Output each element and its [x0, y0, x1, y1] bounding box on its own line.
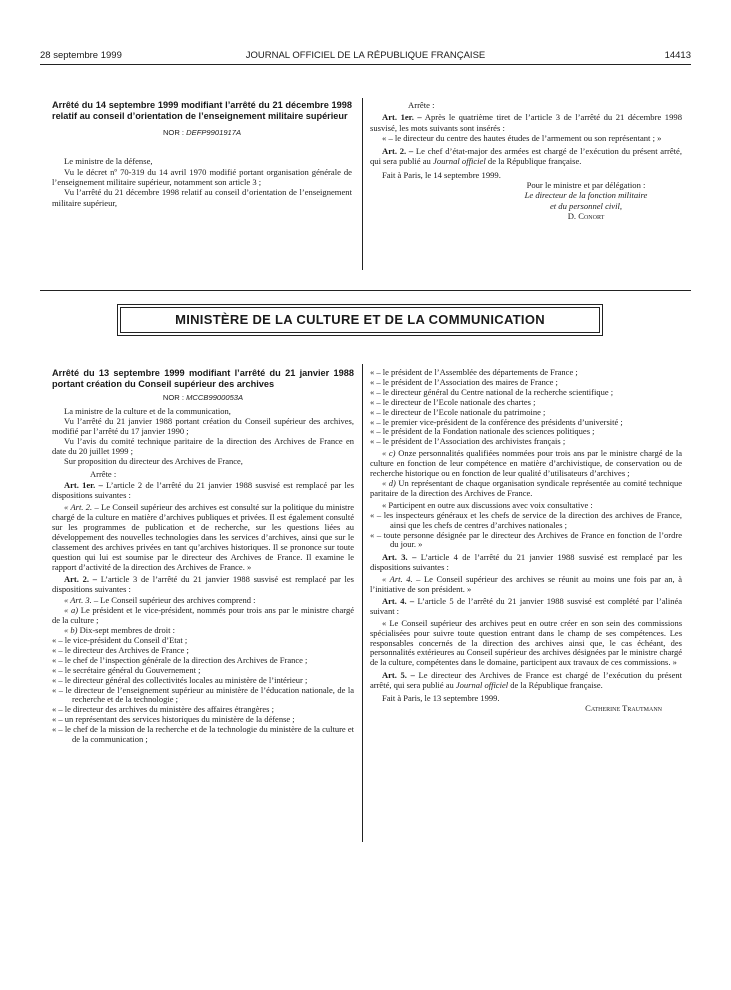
decree2-item-c-text: Onze personnalités qualifiées nommées pour trois ans par le ministre chargé de la culture en fonction de leur compétence en matière d’archivistique, de conservation ou de recherche historique ou en fonction de leur qualité d’utilisateurs d’archives ; — [370, 448, 683, 479]
decree2-item-a-label: « a) — [64, 605, 79, 616]
member-item: « – le directeur de l’Ecole nationale des chartes ; — [370, 396, 536, 407]
decree2-item-b-text: Dix-sept membres de droit : — [79, 625, 175, 636]
decree1-left-column — [52, 100, 352, 208]
consultative-list — [370, 511, 682, 551]
member-item: « – un représentant des services historiques du ministère de la défense ; — [52, 714, 295, 725]
decree2-art5-text-a: Le directeur des Archives de France est chargé de l’exécution du présent arrêté, qui sera publié au — [370, 670, 682, 691]
decree2-proposal: Sur proposition du directeur des Archives de France, — [64, 455, 243, 466]
decree2-item-d-text: Un représentant de chaque organisation syndicale représentée au comité technique paritaire de la direction des Archives de France. — [370, 477, 682, 498]
decree2-art2-label: Art. 2. – — [64, 573, 97, 584]
decree2-article-5 — [370, 671, 682, 691]
column-divider-bottom — [362, 364, 363, 842]
decree2-article-4 — [370, 597, 682, 617]
decree1-art2-text-a: Le chef d’état-major des armées est chargé de l’exécution du présent arrêté, qui sera publié au — [370, 146, 682, 167]
decree1-fait: Fait à Paris, le 14 septembre 1999. — [382, 169, 501, 180]
ministry-heading: MINISTÈRE DE LA CULTURE ET DE LA COMMUNICATION — [120, 307, 600, 333]
decree2-art3-quote-label: « Art. 3. – — [64, 595, 99, 606]
decree1-nor-code: DEFP9901917A — [186, 128, 242, 138]
decree2-fait: Fait à Paris, le 13 septembre 1999. — [382, 693, 500, 704]
member-item: « – le directeur des Archives de France ; — [52, 644, 189, 655]
member-item: « – le président de l’Association des maires de France ; — [370, 376, 558, 387]
decree2-minister: La ministre de la culture et de la communication, — [64, 406, 231, 417]
decree2-participent: « Participent en outre aux discussions avec voix consultative : — [382, 499, 593, 510]
member-item: « – le directeur des archives du ministère des affaires étrangères ; — [52, 704, 274, 715]
decree1-article-2 — [370, 146, 682, 167]
member-item: « – le secrétaire général du Gouvernement ; — [52, 664, 201, 675]
decree2-item-c — [370, 449, 682, 479]
decree2-art4-quote-text: Le Conseil supérieur des archives se réunit au moins une fois par an, à l’initiative de son président. » — [370, 574, 682, 595]
decree2-article-1 — [52, 481, 354, 501]
column-divider-top — [362, 98, 363, 270]
decree2-right-column — [370, 368, 682, 714]
member-item: « – le premier vice-président de la conférence des présidents d’université ; — [370, 416, 623, 427]
decree2-item-a-text: Le président et le vice-président, nommés pour trois ans par le ministre chargé de la culture ; — [52, 605, 355, 626]
decree1-article-1 — [370, 112, 682, 133]
decree2-art5-journal: Journal officiel — [455, 680, 509, 691]
member-item: « – le directeur général du Centre national de la recherche scientifique ; — [370, 386, 614, 397]
decree2-art3-quote-text: Le Conseil supérieur des archives comprend : — [100, 595, 256, 606]
member-item: « – le président de l’Assemblée des départements de France ; — [370, 367, 578, 377]
section-separator — [40, 290, 691, 291]
decree1-nor — [52, 128, 352, 138]
decree1-arrete: Arrête : — [408, 100, 435, 110]
decree2-art4-quote-label: « Art. 4. – — [382, 574, 421, 585]
decree2-nor — [52, 393, 354, 403]
decree1-minister: Le ministre de la défense, — [64, 156, 153, 167]
decree2-nor-label: NOR : — [162, 393, 184, 403]
decree1-art2-journal: Journal officiel — [433, 156, 486, 167]
member-item: « – le chef de l’inspection générale de la direction des Archives de France ; — [52, 654, 308, 665]
decree1-signature-line-1: Pour le ministre et par délégation : — [526, 180, 646, 191]
member-item: « – le vice-président du Conseil d’Etat ; — [52, 635, 188, 646]
decree1-art1-quote: « – le directeur du centre des hautes études de l’armement ou son représentant ; » — [382, 132, 662, 143]
member-item: « – le directeur de l’enseignement supérieur au ministère de l’éducation nationale, de la recherche et de la technologie ; — [52, 684, 354, 705]
decree1-art1-text: Après le quatrième tiret de l’article 3 de l’arrêté du 21 décembre 1998 susvisé, les mots suivants sont insérés : — [370, 112, 682, 133]
decree2-item-c-label: « c) — [382, 448, 396, 459]
consultative-member-item: « – toute personne désignée par le directeur des Archives de France en fonction de l’ordre du jour. » — [370, 529, 682, 550]
decree1-art2-text-b: de la République française. — [487, 156, 582, 167]
members-list-left — [52, 636, 354, 745]
decree2-art3-label: Art. 3. – — [382, 552, 417, 563]
decree1-right-column — [370, 100, 682, 221]
member-item: « – le chef de la mission de la recherche et de la technologie du ministère de la culture et de la communication ; — [52, 724, 354, 745]
member-item: « – le directeur de l’Ecole nationale du patrimoine ; — [370, 406, 546, 417]
decree2-art4-label: Art. 4. – — [382, 595, 415, 606]
decree2-art1-label: Art. 1er. – — [64, 480, 103, 491]
decree2-item-d — [370, 479, 682, 499]
decree1-art1-label: Art. 1er. – — [382, 112, 422, 123]
decree2-item-b-label: « b) — [64, 625, 78, 636]
decree1-art2-label: Art. 2. – — [382, 146, 414, 157]
header-page-number: 14413 — [664, 50, 691, 61]
decree2-nor-code: MCCB9900053A — [186, 393, 244, 403]
decree2-art5-text-b: de la République française. — [510, 680, 603, 691]
decree2-arrete: Arrête : — [90, 468, 117, 479]
decree1-signature-line-3: et du personnel civil, — [549, 200, 623, 211]
decree2-art2-text: L’article 3 de l’arrêté du 21 janvier 1988 susvisé est remplacé par les dispositions suivantes : — [52, 573, 354, 594]
decree2-art4-quote — [370, 575, 682, 595]
decree2-article-2 — [52, 575, 354, 595]
member-item: « – le directeur général des collectivités locales au ministère de l’intérieur ; — [52, 674, 308, 685]
decree1-signature-line-2: Le directeur de la fonction militaire — [524, 190, 648, 201]
member-item: « – le président de l’Association des archivistes français ; — [370, 436, 566, 447]
member-item: « – le président de la Fondation nationale des sciences politiques ; — [370, 426, 595, 437]
header-journal-title: JOURNAL OFFICIEL DE LA RÉPUBLIQUE FRANÇAISE — [245, 50, 486, 61]
decree1-title: Arrêté du 14 septembre 1999 modifiant l’arrêté du 21 décembre 1998 relatif au conseil d’orientation de l’enseignement militaire supérieur — [52, 100, 352, 121]
decree2-art1-quote — [52, 503, 354, 572]
decree1-signature-name: D. Conort — [567, 210, 605, 221]
header-date: 28 septembre 1999 — [40, 50, 122, 61]
decree2-art5-label: Art. 5. – — [382, 670, 415, 681]
header-rule — [40, 64, 691, 65]
decree2-art4-quote-body: « Le Conseil supérieur des archives peut en outre créer en son sein des commissions spécialisées pour suivre toute question entrant dans le champ de ses compétences. Les responsables concernés de la direction des archives ainsi que, le cas échéant, des personnalités extérieures au Conseil supérieur des archives désignées par le ministre chargé de la culture, compétentes dans le domaine, participent aux travaux de ces commissions. » — [370, 617, 682, 668]
decree2-item-d-label: « d) — [382, 477, 396, 488]
decree2-art3-text: L’article 4 de l’arrêté du 21 janvier 1988 susvisé est remplacé par les dispositions suivantes : — [370, 552, 683, 573]
decree1-visa-2: Vu l’arrêté du 21 décembre 1998 relatif au conseil d’orientation de l’enseignement militaire supérieur, — [52, 187, 352, 208]
decree2-title: Arrêté du 13 septembre 1999 modifiant l’arrêté du 21 janvier 1988 portant création du Conseil supérieur des archives — [52, 368, 354, 389]
decree2-art4-text: L’article 5 de l’arrêté du 21 janvier 1988 susvisé est complété par l’alinéa suivant : — [370, 595, 683, 616]
decree2-visa-1: Vu l’arrêté du 21 janvier 1988 portant création du Conseil supérieur des archives, modifié par l’arrêté du 17 janvier 1990 ; — [52, 416, 354, 436]
decree2-article-3 — [370, 553, 682, 573]
decree2-item-a — [52, 606, 354, 626]
decree1-nor-label: NOR : — [162, 128, 185, 138]
decree1-visa-1: Vu le décret nº 70-319 du 14 avril 1970 modifié portant organisation générale de l’enseignement militaire supérieur, notamment son article 3 ; — [52, 166, 352, 188]
decree2-art1-quote-label: « Art. 2. – — [64, 502, 99, 513]
decree2-visa-2: Vu l’avis du comité technique paritaire de la direction des Archives de France en date du 20 juillet 1999 ; — [52, 435, 354, 456]
decree2-art1-quote-text: Le Conseil supérieur des archives est consulté sur la politique du ministre chargé de la culture en matière d’archives publiques et privées. Il est également consulté sur les programmes de publication et de recherche, sur les questions liées au développement des nouvelles technologies dans les services d’archives, ainsi que sur le classement des archives privées en tant qu’archives historiques. Il se prononce sur toute question qui lui est soumise par le directeur des Archives de France. Il examine le rapport d’activité de la direction des Archives de France. » — [52, 502, 354, 572]
consultative-member-item: « – les inspecteurs généraux et les chefs de service de la direction des archives de France, ainsi que les chefs de centres d’archives nationales ; — [370, 509, 682, 530]
decree2-art1-text: L’article 2 de l’arrêté du 21 janvier 1988 susvisé est remplacé par les dispositions suivantes : — [52, 480, 355, 501]
members-list-right — [370, 368, 682, 447]
decree2-left-column — [52, 368, 354, 745]
decree2-signature: Catherine Trautmann — [585, 703, 662, 713]
